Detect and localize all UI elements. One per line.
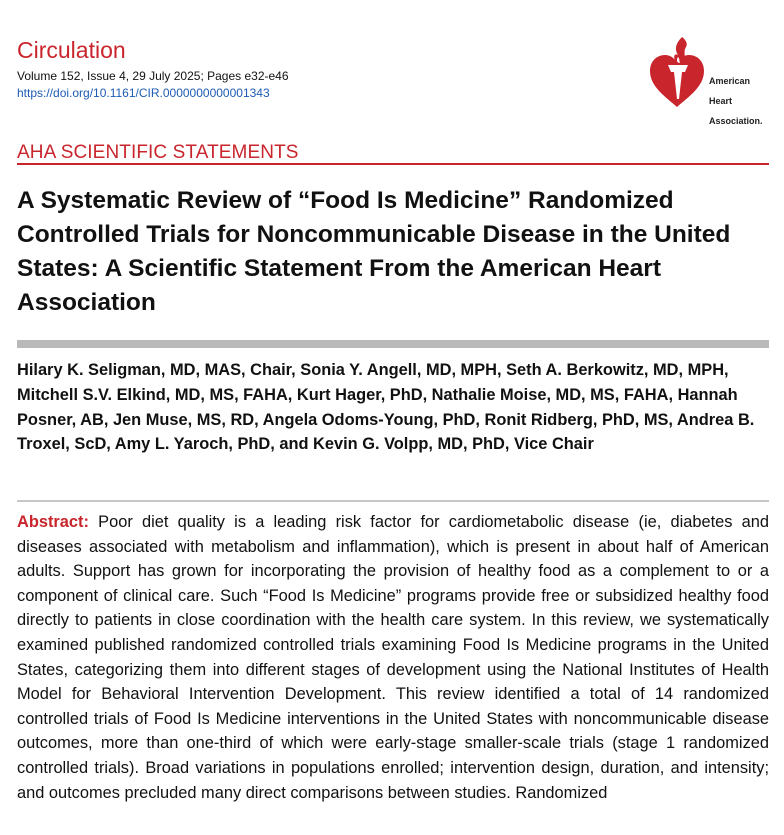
author-list: Hilary K. Seligman, MD, MAS, Chair, Sonia Y. Angell, MD, MPH, Seth A. Berkowitz, MD, MPH, Mitchell S.V. Elkind, MD, MS, FAHA, Kurt Hager, PhD, Nathalie Moise, MD, MS, FAHA, Hannah Posner, AB, Jen Muse, MS, RD, Angela Odoms-Young, PhD, Ronit Ridberg, PhD, MS, Andrea B. Troxel, ScD, Amy L. Yaroch, PhD, and Kevin G. Volpp, MD, PhD, Vice Chair — [17, 361, 755, 454]
logo-line: Heart — [709, 96, 733, 106]
logo-line: Association. — [709, 116, 763, 126]
title-divider — [17, 340, 769, 348]
logo-wordmark — [709, 66, 763, 136]
section-divider — [17, 163, 769, 165]
article-title: A Systematic Review of “Food Is Medicine” Randomized Controlled Trials for Noncommunicable Disease in the United States: A Scientific Statement From the American Heart Association — [17, 187, 731, 316]
logo-line: American — [709, 76, 751, 86]
section-label: AHA SCIENTIFIC STATEMENTS — [17, 142, 299, 163]
authors-divider — [17, 500, 769, 502]
journal-name: Circulation — [17, 37, 126, 63]
doi-link[interactable]: https://doi.org/10.1161/CIR.0000000000001343 — [17, 86, 270, 100]
abstract-label: Abstract: — [17, 513, 89, 531]
abstract-text: Poor diet quality is a leading risk factor for cardiometabolic disease (ie, diabetes and diseases associated with metabolism and inflammation), which is present in about half of American adults. Support has grown for incorporating the provision of healthy food as a complement to or a component of clinical care. Such “Food Is Medicine” programs provide free or subsidized healthy food directly to patients in close coordination with the health care system. In this review, we systematically examined published randomized controlled trials examining Food Is Medicine programs in the United States, categorizing them into different stages of development using the National Institutes of Health Model for Behavioral Intervention Development. This review identified a total of 14 randomized controlled trials of Food Is Medicine interventions in the United States with noncommunicable disease outcomes, more than one-third of which were early-stage smaller-scale trials (stage 1 randomized controlled trials). Broad variations in populations enrolled; intervention design, duration, and intensity; and outcomes precluded many direct comparisons between studies. Randomized — [17, 513, 769, 802]
abstract — [17, 510, 769, 805]
volume-issue-line: Volume 152, Issue 4, 29 July 2025; Pages e32-e46 — [17, 69, 289, 83]
aha-logo — [646, 35, 770, 126]
heart-torch-icon — [646, 35, 708, 111]
